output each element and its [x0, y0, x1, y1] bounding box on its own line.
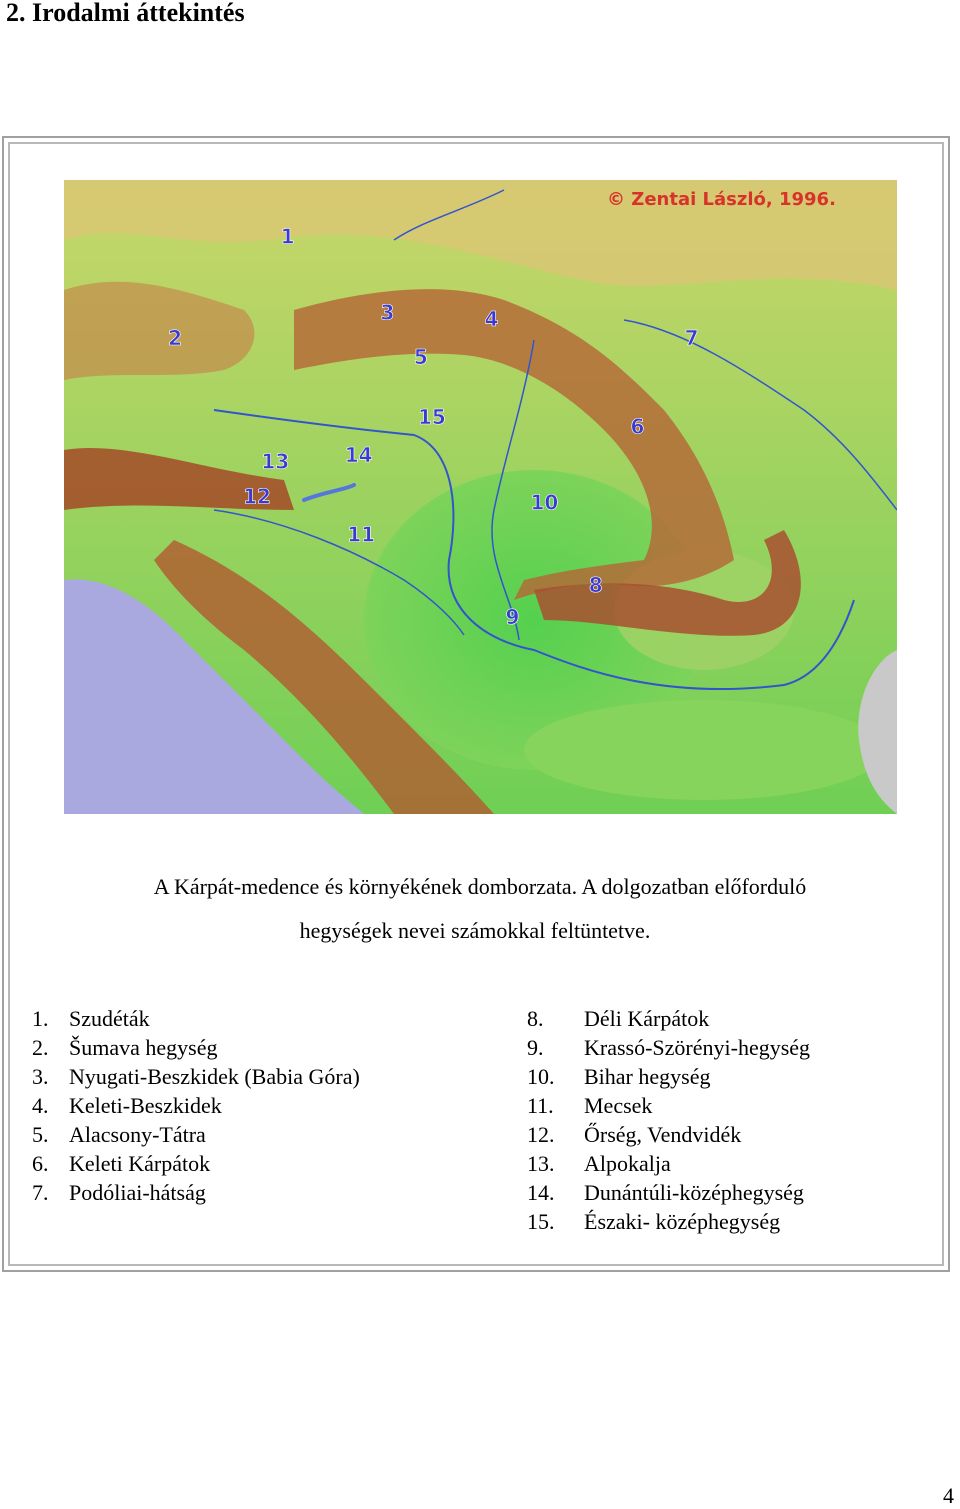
map-marker-9: 9: [505, 604, 520, 629]
relief-map-graphic: [64, 180, 897, 814]
legend-item-number: 15.: [527, 1209, 555, 1234]
map-marker-11: 11: [347, 522, 376, 547]
legend-item: [32, 1149, 360, 1178]
map-marker-10: 10: [530, 490, 559, 515]
legend-item-name: Krassó-Szörényi-hegység: [584, 1035, 811, 1060]
legend-item: [527, 1149, 810, 1178]
map-copyright: © Zentai László, 1996.: [607, 189, 836, 210]
legend-item: [527, 1207, 810, 1236]
map-marker-15: 15: [418, 405, 446, 430]
legend-item-number: 5.: [32, 1122, 49, 1147]
legend-item-name: Šumava hegység: [69, 1035, 218, 1060]
legend-left-column: [32, 1004, 360, 1207]
map-marker-2: 2: [168, 325, 183, 350]
legend-item-number: 4.: [32, 1093, 49, 1118]
legend-item-name: Alacsony-Tátra: [69, 1122, 206, 1147]
map-marker-13: 13: [261, 449, 290, 474]
legend-item: [527, 1062, 810, 1091]
legend-item-number: 9.: [527, 1035, 544, 1060]
legend-item: [527, 1033, 810, 1062]
legend-item: [32, 1120, 360, 1149]
legend-item-name: Nyugati-Beszkidek (Babia Góra): [69, 1064, 360, 1089]
legend-item-number: 6.: [32, 1151, 49, 1176]
legend-item: [527, 1178, 810, 1207]
legend-item-name: Északi- középhegység: [584, 1209, 781, 1234]
legend-item: [32, 1091, 360, 1120]
map-marker-14: 14: [344, 443, 373, 468]
legend-item: [32, 1062, 360, 1091]
page-number: 4: [943, 1483, 954, 1508]
map-marker-5: 5: [413, 344, 428, 369]
legend-item-number: 2.: [32, 1035, 49, 1060]
map-marker-1: 1: [280, 224, 295, 249]
legend-item-name: Keleti-Beszkidek: [69, 1093, 222, 1118]
legend-item-name: Alpokalja: [584, 1151, 671, 1176]
legend-item-number: 7.: [32, 1180, 49, 1205]
legend-right-column: [527, 1004, 810, 1236]
legend-item-name: Szudéták: [69, 1006, 150, 1031]
legend-item-name: Őrség, Vendvidék: [584, 1122, 742, 1147]
legend-item-number: 13.: [527, 1151, 555, 1176]
legend-item-number: 3.: [32, 1064, 49, 1089]
legend-item-number: 1.: [32, 1006, 49, 1031]
legend-item-name: Podóliai-hátság: [69, 1180, 206, 1205]
legend-item-name: Mecsek: [584, 1093, 653, 1118]
caption-line-2: hegységek nevei számokkal feltüntetve.: [299, 918, 651, 943]
legend-item: [527, 1004, 810, 1033]
map-marker-12: 12: [243, 484, 271, 509]
legend-item: [527, 1091, 810, 1120]
section-heading: 2. Irodalmi áttekintés: [6, 0, 245, 27]
legend-item: [32, 1004, 360, 1033]
relief-map: [64, 180, 897, 814]
legend-item-number: 14.: [527, 1180, 555, 1205]
legend-item-name: Keleti Kárpátok: [69, 1151, 211, 1176]
map-marker-4: 4: [484, 306, 499, 331]
legend-item-name: Déli Kárpátok: [584, 1006, 710, 1031]
caption-line-1: A Kárpát-medence és környékének domborzata. A dolgozatban előforduló: [153, 874, 807, 899]
legend-item-number: 10.: [527, 1064, 555, 1089]
map-marker-3: 3: [380, 300, 395, 325]
legend-item: [527, 1120, 810, 1149]
map-marker-6: 6: [630, 414, 645, 439]
map-marker-8: 8: [588, 573, 603, 598]
legend-item-number: 11.: [527, 1093, 554, 1118]
legend-item-number: 12.: [527, 1122, 555, 1147]
wallachian-plain: [524, 700, 884, 800]
legend-item: [32, 1178, 360, 1207]
legend-item-name: Bihar hegység: [584, 1064, 711, 1089]
legend-item-number: 8.: [527, 1006, 544, 1031]
legend-item: [32, 1033, 360, 1062]
legend-item-name: Dunántúli-középhegység: [584, 1180, 804, 1205]
map-marker-7: 7: [684, 325, 699, 350]
